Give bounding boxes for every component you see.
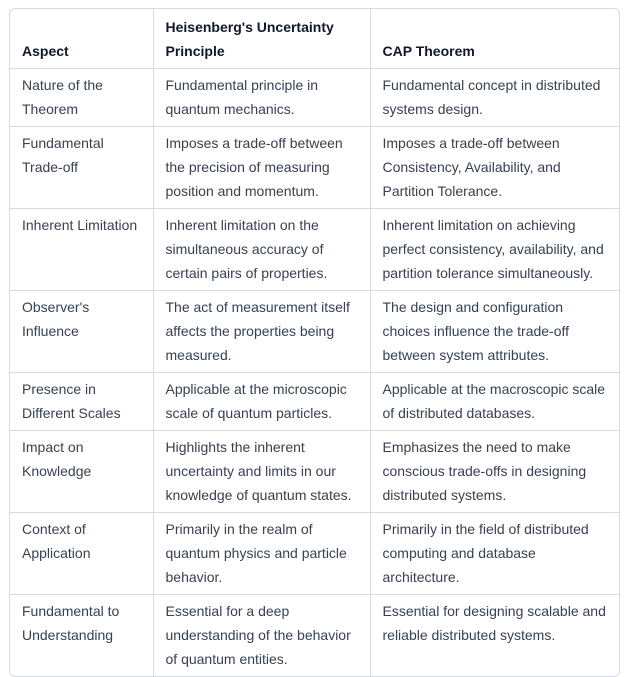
cell-heisenberg: Applicable at the microscopic scale of quantum particles. [153,373,370,431]
header-heisenberg: Heisenberg's Uncertainty Principle [153,9,370,69]
cell-cap: The design and configuration choices influence the trade-off between system attributes. [370,291,619,373]
table-row [10,209,619,291]
cell-aspect: Fundamental to Understanding [10,595,153,677]
cell-cap: Essential for designing scalable and reliable distributed systems. [382,603,606,643]
cell-heisenberg: Primarily in the realm of quantum physics and particle behavior. [153,513,370,595]
comparison-table [10,9,619,676]
table-row [10,127,619,209]
cell-heisenberg: Imposes a trade-off between the precision of measuring position and momentum. [153,127,370,209]
cell-aspect: Inherent Limitation [10,209,153,291]
cell-aspect: Context of Application [10,513,153,595]
cell-cap: Imposes a trade-off between Consistency, Availability, and Partition Tolerance. [370,127,619,209]
table-header-row [10,9,619,69]
cell-heisenberg: Highlights the inherent uncertainty and limits in our knowledge of quantum states. [153,431,370,513]
table-row [10,595,619,677]
cell-aspect: Nature of the Theorem [10,69,153,127]
cell-heisenberg: Essential for a deep understanding of the behavior of quantum entities. [153,595,370,677]
table-row [10,69,619,127]
cell-aspect: Impact on Knowledge [10,431,153,513]
header-aspect: Aspect [10,9,153,69]
cell-aspect: Observer's Influence [10,291,153,373]
header-cap-theorem: CAP Theorem [370,9,619,69]
cell-cap: Fundamental concept in distributed systems design. [370,69,619,127]
cell-heisenberg: Fundamental principle in quantum mechanics. [153,69,370,127]
cell-aspect: Presence in Different Scales [10,373,153,431]
cell-cap: Applicable at the macroscopic scale of distributed databases. [370,373,619,431]
cell-heisenberg: The act of measurement itself affects the properties being measured. [153,291,370,373]
cell-cap: Primarily in the field of distributed computing and database architecture. [370,513,619,595]
table-row [10,373,619,431]
cell-cap: Emphasizes the need to make conscious trade-offs in designing distributed systems. [370,431,619,513]
cell-aspect: Fundamental Trade-off [10,127,153,209]
cell-heisenberg: Inherent limitation on the simultaneous accuracy of certain pairs of properties. [153,209,370,291]
table-row [10,291,619,373]
comparison-table-container [9,8,620,677]
table-row [10,513,619,595]
table-row [10,431,619,513]
cell-cap: Inherent limitation on achieving perfect consistency, availability, and partition tolerance simultaneously. [370,209,619,291]
